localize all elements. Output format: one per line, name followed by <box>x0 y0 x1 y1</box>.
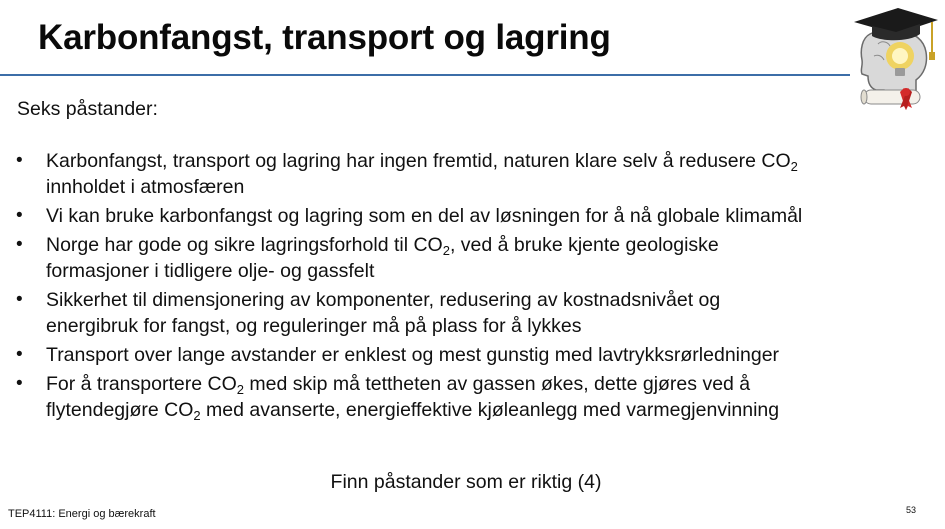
list-item <box>14 371 914 423</box>
bullet-dot: • <box>16 150 23 171</box>
slide-title: Karbonfangst, transport og lagring <box>38 18 611 57</box>
list-item <box>14 203 914 229</box>
bullet-dot: • <box>16 234 23 255</box>
statement-line: Sikkerhet til dimensjonering av komponenter, redusering av kostnadsnivået og <box>46 289 721 311</box>
statement-line: Transport over lange avstander er enklest og mest gunstig med lavtrykksrørledninger <box>46 344 780 366</box>
course-footer: TEP4111: Energi og bærekraft <box>8 508 156 520</box>
statement-list <box>14 148 914 426</box>
statement-line: For å transportere $CO_2$ med skip må tettheten av gassen økes, dette gjøres ved å <box>46 373 751 397</box>
question-text: Finn påstander som er riktig (4) <box>330 471 602 493</box>
list-item <box>14 287 914 339</box>
bullet-dot: • <box>16 344 23 365</box>
statement-line: flytendegjøre $CO_2$ med avanserte, energieffektive kjøleanlegg med varmegjenvinning <box>46 399 780 423</box>
statement-line: Karbonfangst, transport og lagring har ingen fremtid, naturen klare selv å redusere $CO_2$ <box>46 150 798 174</box>
intro-text: Seks påstander: <box>17 98 158 120</box>
page-number: 53 <box>906 505 917 515</box>
list-item <box>14 232 914 284</box>
bullet-dot: • <box>16 373 23 394</box>
statement-line: Vi kan bruke karbonfangst og lagring som en del av løsningen for å nå globale klimamål <box>46 205 803 227</box>
statement-line: energibruk for fangst, og reguleringer må på plass for å lykkes <box>46 315 582 337</box>
statement-line: innholdet i atmosfæren <box>46 176 245 198</box>
list-item <box>14 148 914 200</box>
list-item <box>14 342 914 368</box>
bullet-dot: • <box>16 289 23 310</box>
graduation-cap-head-lightbulb-icon <box>848 4 940 112</box>
bullet-dot: • <box>16 205 23 226</box>
statement-line: formasjoner i tidligere olje- og gassfelt <box>46 260 375 282</box>
title-divider <box>0 74 850 76</box>
statement-line: Norge har gode og sikre lagringsforhold til $CO_2$, ved å bruke kjente geologiske <box>46 234 719 258</box>
